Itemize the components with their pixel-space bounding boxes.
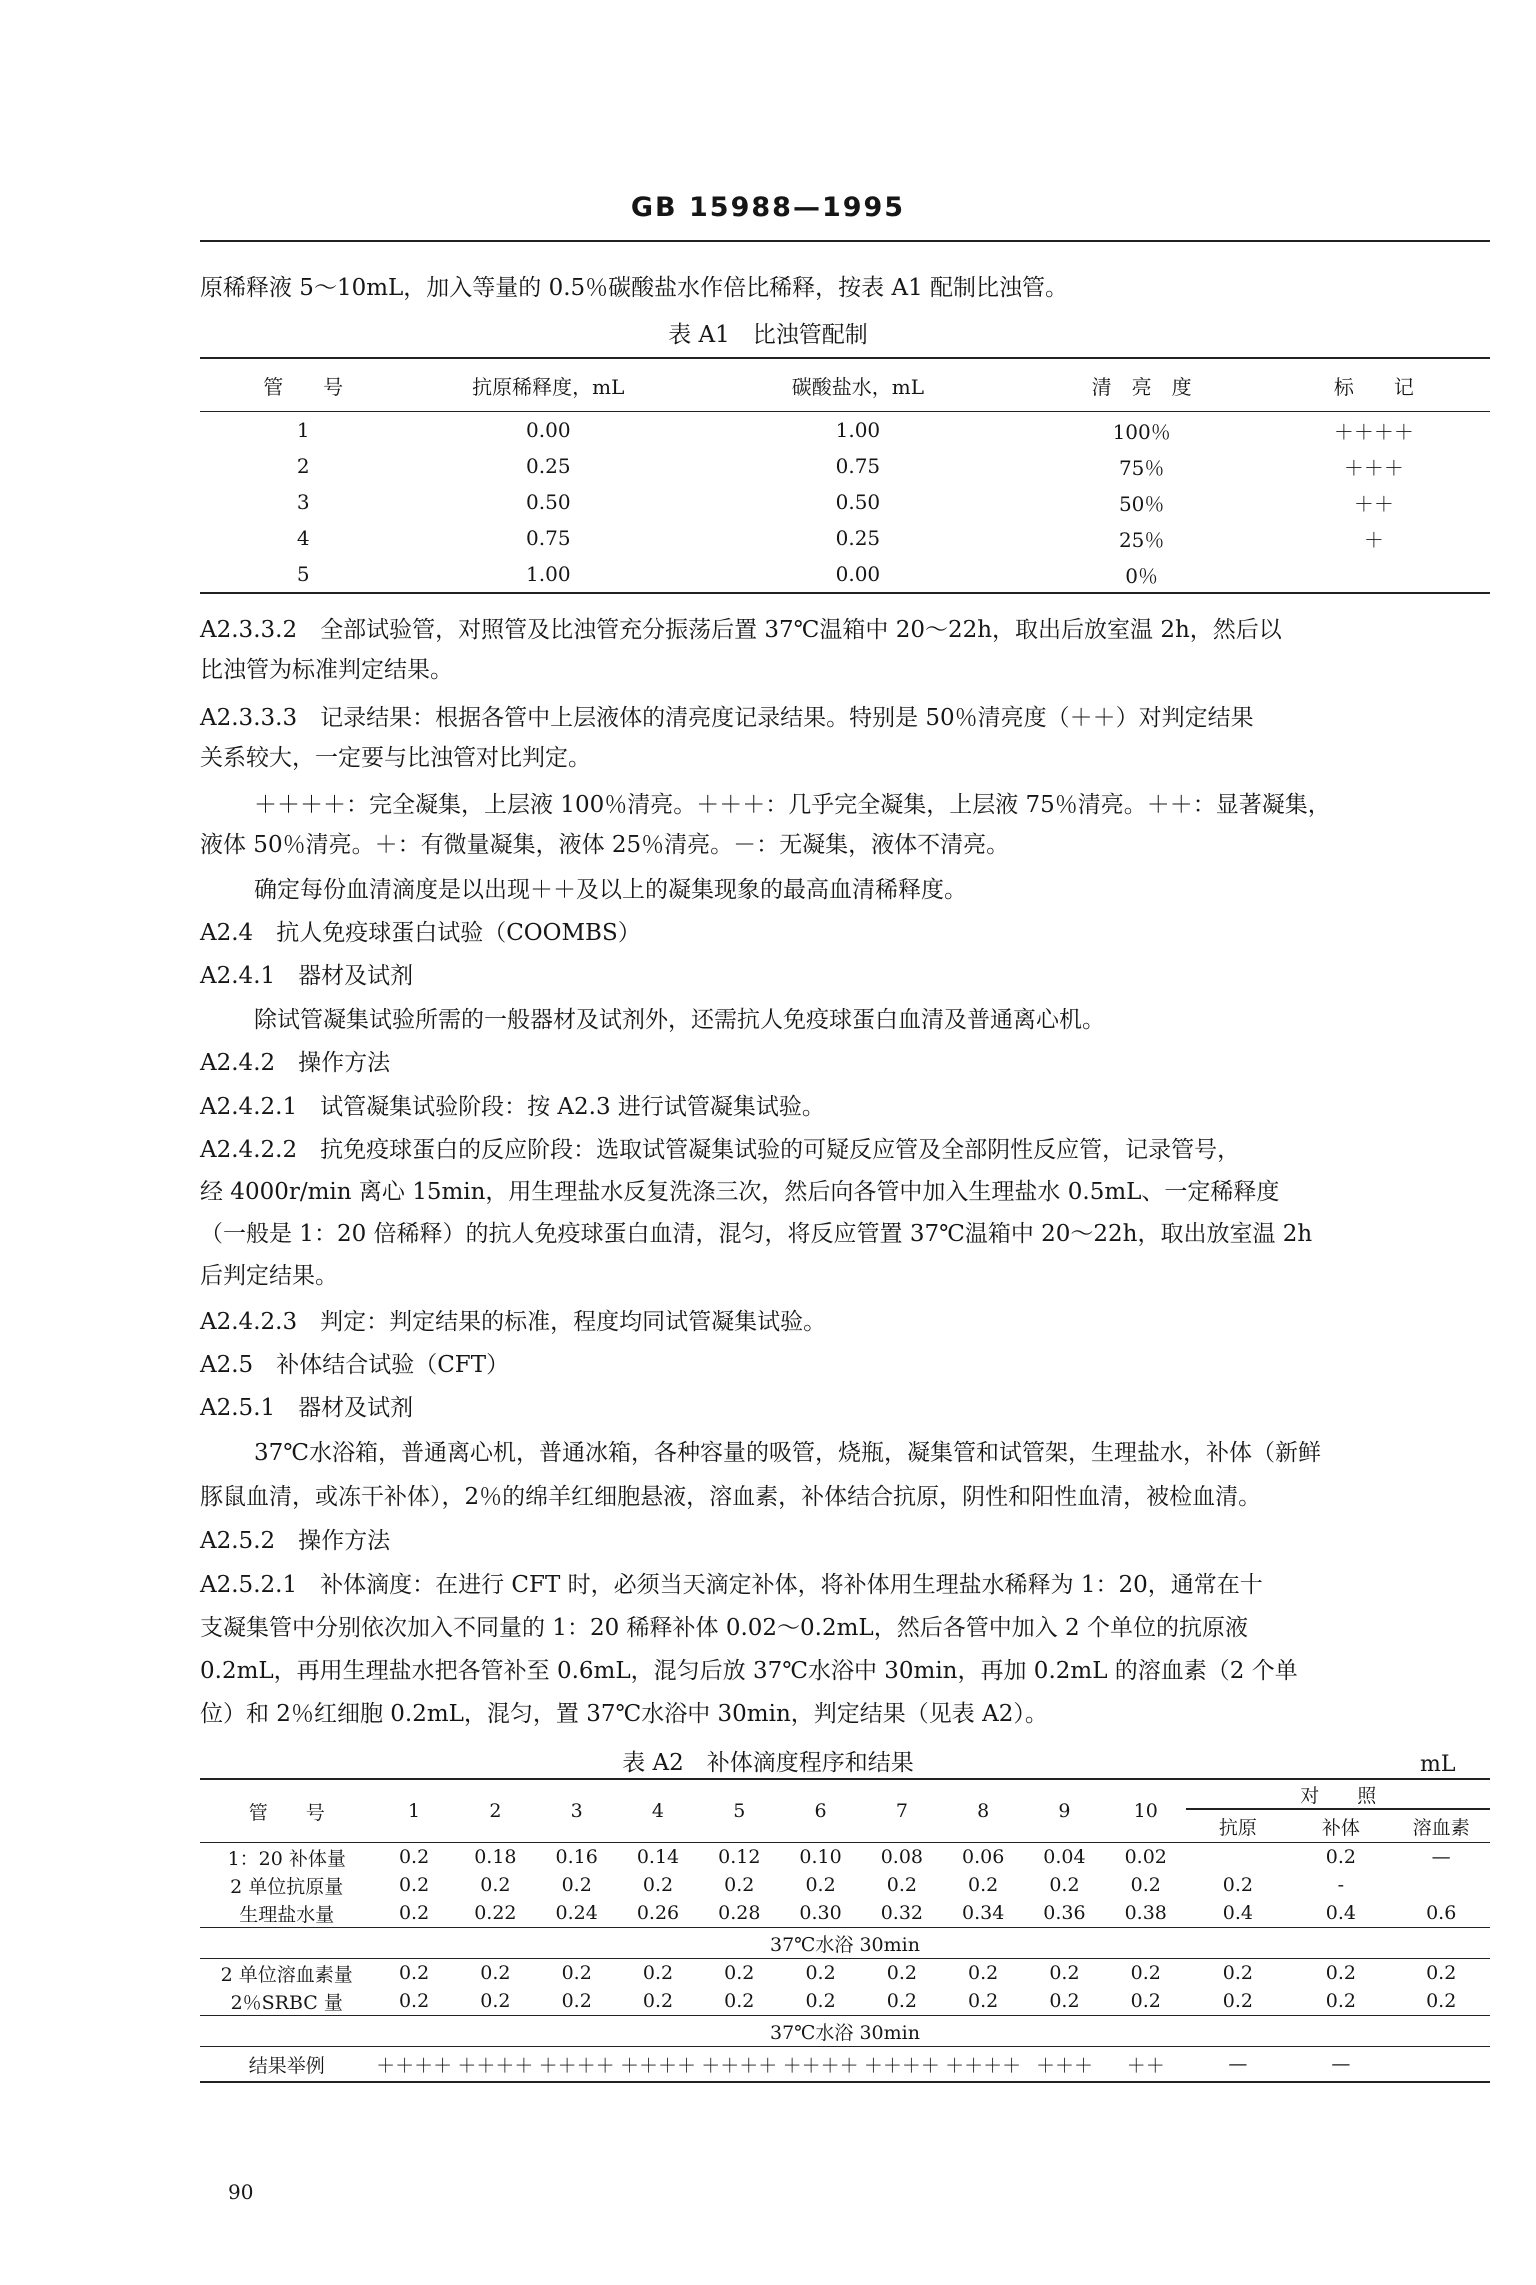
row-label: 生理盐水量 [239, 1903, 335, 1926]
table-a2-caption: 表 A2 补体滴度程序和结果 [622, 1750, 914, 1776]
body-line: A2.4.2.3 判定：判定结果的标准，程度均同试管凝集试验。 [200, 1309, 827, 1335]
control-group-header: 对 照 [1186, 1779, 1490, 1809]
table-cell: 0.2 [642, 1990, 674, 2012]
body-line: ＋＋＋＋：完全凝集，上层液 100％清亮。＋＋＋：几乎完全凝集，上层液 75％清亮。＋＋：显著凝集， [254, 792, 1331, 818]
table-cell: 2 [296, 454, 310, 478]
table-cell: - [1337, 1874, 1345, 1896]
table-cell: 0.2 [1325, 1846, 1356, 1868]
table-row [200, 412, 1490, 449]
body-line: 除试管凝集试验所需的一般器材及试剂外，还需抗人免疫球蛋白血清及普通离心机。 [254, 1007, 1105, 1033]
body-line: 确定每份血清滴度是以出现＋＋及以上的凝集现象的最高血清稀释度。 [254, 877, 967, 903]
table-cell: 0.38 [1124, 1902, 1167, 1924]
section-heading: A2.4.2 操作方法 [200, 1050, 391, 1076]
table-cell: 0.2 [1426, 1990, 1457, 2012]
table-cell: 0.2 [561, 1962, 592, 1984]
table-section-row [200, 1928, 1490, 1959]
table-cell: 0.2 [724, 1990, 755, 2012]
table-cell: 0.2 [968, 1874, 999, 1896]
tube-number: 3 [536, 1779, 617, 1843]
table-cell: 1.00 [835, 418, 881, 442]
table-cell: ＋＋ [1353, 491, 1394, 516]
body-line: 37℃水浴箱，普通离心机，普通冰箱，各种容量的吸管，烧瓶，凝集管和试管架，生理盐水，补体（新鲜 [254, 1440, 1321, 1466]
body-line: A2.3.3.3 记录结果：根据各管中上层液体的清亮度记录结果。特别是 50％清亮度（＋＋）对判定结果 [200, 705, 1254, 731]
control-col-header: 抗原 [1186, 1809, 1289, 1843]
table-cell: 0.2 [968, 1990, 999, 2012]
table-a1-header: 碳酸盐水，mL [690, 358, 1025, 412]
table-a1-header: 清 亮 度 [1026, 358, 1258, 412]
body-line: 关系较大，一定要与比浊管对比判定。 [200, 745, 591, 771]
table-cell [1186, 1843, 1289, 1872]
table-cell: 1 [296, 418, 310, 442]
table-row [200, 448, 1490, 484]
table-cell: 0.2 [805, 1962, 836, 1984]
section-heading: A2.4 抗人免疫球蛋白试验（COOMBS） [200, 920, 641, 946]
table-cell: 0.12 [718, 1846, 761, 1868]
table-a1-caption: 表 A1 比浊管配制 [668, 322, 868, 348]
table-cell: 0.16 [555, 1846, 598, 1868]
result-cell: ＋＋＋＋ [536, 2047, 617, 2083]
table-a1-header: 标 记 [1258, 358, 1490, 412]
result-cell: — [1186, 2047, 1289, 2083]
table-a1 [200, 357, 1490, 594]
body-line: 后判定结果。 [200, 1263, 338, 1289]
table-cell: 0.04 [1043, 1846, 1086, 1868]
table-cell: 0.2 [968, 1962, 999, 1984]
table-cell: 0.2 [642, 1874, 674, 1896]
table-cell: ＋＋＋ [1343, 455, 1404, 480]
result-cell: ＋＋＋＋ [617, 2047, 698, 2083]
table-cell: 0.24 [555, 1902, 598, 1924]
table-cell: 75％ [1118, 455, 1165, 480]
body-line: 经 4000r/min 离心 15min，用生理盐水反复洗涤三次，然后向各管中加入生理盐水 0.5mL、一定稀释度 [200, 1179, 1280, 1205]
table-cell: 0.2 [1222, 1990, 1253, 2012]
table-cell: 0.2 [724, 1874, 755, 1896]
table-cell: 0.50 [835, 490, 881, 514]
table-cell: ＋＋＋＋ [1333, 419, 1414, 444]
table-row [200, 484, 1490, 520]
row-label: 结果举例 [200, 2047, 373, 2083]
tube-number: 1 [373, 1779, 454, 1843]
table-cell: 0.50 [526, 490, 571, 514]
body-line: 液体 50％清亮。＋：有微量凝集，液体 25％清亮。－：无凝集，液体不清亮。 [200, 832, 1010, 858]
table-cell: 0.4 [1325, 1902, 1356, 1924]
table-cell: 0.34 [962, 1902, 1005, 1924]
table-cell: — [1431, 1846, 1451, 1868]
table-cell: 0.2 [1325, 1962, 1356, 1984]
row-label: 1：20 补体量 [227, 1847, 346, 1870]
table-cell: 0.2 [398, 1990, 430, 2012]
body-line: A2.5.2.1 补体滴度：在进行 CFT 时，必须当天滴定补体，将补体用生理盐水稀释为 1：20，通常在十 [200, 1572, 1263, 1598]
table-row [200, 1843, 1490, 1872]
table-a2 [200, 1778, 1490, 2083]
result-row [200, 2047, 1490, 2083]
table-a1-header: 管 号 [200, 358, 406, 412]
table-row [200, 1959, 1490, 1988]
result-cell: ＋＋＋＋ [780, 2047, 861, 2083]
incubation-step: 37℃水浴 30min [200, 1928, 1490, 1959]
table-cell: 0.02 [1124, 1846, 1167, 1868]
incubation-step: 37℃水浴 30min [200, 2016, 1490, 2047]
table-cell [1392, 1871, 1490, 1899]
table-cell: 0.4 [1222, 1902, 1253, 1924]
table-cell: 4 [296, 526, 310, 550]
table-cell: 5 [200, 556, 406, 593]
table-cell: 0.18 [474, 1846, 517, 1868]
table-cell: 0.2 [886, 1990, 917, 2012]
table-cell: 0.2 [1130, 1874, 1161, 1896]
tube-number: 10 [1105, 1779, 1186, 1843]
body-line: 豚鼠血清，或冻干补体），2％的绵羊红细胞悬液，溶血素，补体结合抗原，阴性和阳性血清，被检血清。 [200, 1484, 1262, 1510]
table-cell: 0.2 [480, 1874, 511, 1896]
body-line: 比浊管为标准判定结果。 [200, 657, 453, 683]
table-cell: 0.2 [561, 1990, 592, 2012]
table-cell: 0.2 [1222, 1962, 1253, 1984]
table-cell: 0.00 [690, 556, 1025, 593]
table-cell: 0.2 [805, 1874, 836, 1896]
table-cell: 0.30 [799, 1902, 842, 1924]
tube-number: 6 [780, 1779, 861, 1843]
table-cell: 0.28 [718, 1902, 761, 1924]
table-cell: 0.2 [1049, 1874, 1080, 1896]
section-heading: A2.5 补体结合试验（CFT） [200, 1352, 510, 1378]
table-a2-tube-label: 管 号 [200, 1779, 373, 1843]
standard-number-header: GB 15988—1995 [630, 192, 906, 223]
table-row [200, 520, 1490, 556]
table-cell: 1.00 [406, 556, 690, 593]
table-cell: 0.14 [636, 1846, 680, 1868]
section-heading: A2.5.1 器材及试剂 [200, 1395, 414, 1421]
table-cell: 0.75 [835, 454, 881, 478]
table-row [200, 556, 1490, 593]
table-cell: 0.32 [880, 1902, 924, 1924]
table-cell: 0.06 [962, 1846, 1005, 1868]
result-cell: ＋＋＋＋ [861, 2047, 942, 2083]
body-line: 位）和 2％红细胞 0.2mL，混匀，置 37℃水浴中 30min，判定结果（见表 A2）。 [200, 1701, 1048, 1727]
body-line: （一般是 1：20 倍稀释）的抗人免疫球蛋白血清，混匀，将反应管置 37℃温箱中 20～22h，取出放室温 2h [200, 1221, 1313, 1247]
table-a2-header-row [200, 1779, 1490, 1809]
page-number: 90 [228, 2180, 254, 2204]
table-section-row [200, 2016, 1490, 2047]
table-row [200, 1871, 1490, 1899]
table-cell: 0.2 [398, 1962, 430, 1984]
table-cell: 0.22 [474, 1902, 517, 1924]
table-cell: 100％ [1112, 419, 1171, 444]
tube-number: 2 [455, 1779, 536, 1843]
table-cell: 0.2 [805, 1990, 836, 2012]
result-cell: ＋＋＋ [1024, 2047, 1105, 2083]
section-heading: A2.5.2 操作方法 [200, 1528, 391, 1554]
table-cell: 0.2 [724, 1962, 755, 1984]
table-row [200, 1899, 1490, 1928]
table-cell: 0.25 [835, 526, 881, 550]
table-a1-header-row [200, 358, 1490, 412]
body-line: A2.3.3.2 全部试验管，对照管及比浊管充分振荡后置 37℃温箱中 20～22h，取出后放室温 2h，然后以 [200, 617, 1282, 643]
table-cell: 0.2 [1325, 1990, 1356, 2012]
table-cell: 0.2 [1426, 1962, 1457, 1984]
intro-paragraph: 原稀释液 5～10mL，加入等量的 0.5％碳酸盐水作倍比稀释，按表 A1 配制比浊管。 [200, 275, 1069, 301]
table-cell: 0.2 [1130, 1990, 1161, 2012]
result-cell: ＋＋＋＋ [943, 2047, 1024, 2083]
result-cell: ＋＋ [1105, 2047, 1186, 2083]
table-cell: 0％ [1026, 556, 1258, 593]
table-cell: 50％ [1118, 491, 1165, 516]
body-line: A2.4.2.2 抗免疫球蛋白的反应阶段：选取试管凝集试验的可疑反应管及全部阴性反应管，记录管号， [200, 1137, 1241, 1163]
tube-number: 8 [943, 1779, 1024, 1843]
table-cell: 0.10 [799, 1846, 842, 1868]
result-cell: ＋＋＋＋ [699, 2047, 780, 2083]
table-cell: 0.2 [642, 1962, 674, 1984]
table-cell: 0.2 [1222, 1874, 1253, 1896]
table-cell: 0.26 [636, 1902, 680, 1924]
table-cell: 0.08 [880, 1846, 924, 1868]
body-line: 0.2mL，再用生理盐水把各管补至 0.6mL，混匀后放 37℃水浴中 30min，再加 0.2mL 的溶血素（2 个单 [200, 1658, 1298, 1684]
tube-number: 7 [861, 1779, 942, 1843]
table-cell: 0.2 [480, 1990, 511, 2012]
table-cell: 0.2 [886, 1874, 917, 1896]
tube-number: 9 [1024, 1779, 1105, 1843]
control-col-header: 补体 [1289, 1809, 1392, 1843]
table-cell: 0.6 [1426, 1902, 1457, 1924]
table-a2-unit: mL [1420, 1752, 1456, 1777]
table-cell: 0.36 [1043, 1902, 1086, 1924]
result-cell: ＋＋＋＋ [455, 2047, 536, 2083]
table-cell: 0.2 [1049, 1962, 1080, 1984]
body-line: 支凝集管中分别依次加入不同量的 1：20 稀释补体 0.02～0.2mL，然后各管中加入 2 个单位的抗原液 [200, 1615, 1248, 1641]
section-heading: A2.4.1 器材及试剂 [200, 963, 414, 989]
row-label: 2 单位溶血素量 [220, 1963, 353, 1986]
tube-number: 5 [699, 1779, 780, 1843]
result-cell: ＋＋＋＋ [373, 2047, 454, 2083]
header-rule [200, 240, 1490, 242]
row-label: 2 单位抗原量 [230, 1875, 344, 1898]
table-cell: 0.2 [480, 1962, 511, 1984]
table-cell: 0.2 [1049, 1990, 1080, 2012]
table-cell: 0.2 [398, 1902, 430, 1924]
row-label: 2％SRBC 量 [230, 1991, 343, 2014]
table-cell: 3 [296, 490, 310, 514]
table-a1-header: 抗原稀释度，mL [406, 358, 690, 412]
table-cell: 0.2 [398, 1874, 430, 1896]
table-cell: 0.00 [526, 418, 571, 442]
table-cell: 0.2 [1130, 1962, 1161, 1984]
table-cell [1258, 556, 1490, 593]
table-cell: 0.75 [526, 526, 571, 550]
result-cell [1392, 2047, 1490, 2083]
table-cell: 0.2 [886, 1962, 917, 1984]
result-cell: — [1289, 2047, 1392, 2083]
control-col-header: 溶血素 [1392, 1809, 1490, 1843]
table-cell: 0.2 [561, 1874, 592, 1896]
table-cell: 0.2 [398, 1846, 430, 1868]
table-cell: 25％ [1118, 527, 1165, 552]
body-line: A2.4.2.1 试管凝集试验阶段：按 A2.3 进行试管凝集试验。 [200, 1094, 825, 1120]
tube-number: 4 [617, 1779, 698, 1843]
table-cell: ＋ [1363, 527, 1384, 552]
table-cell: 0.25 [526, 454, 571, 478]
table-row [200, 1987, 1490, 2016]
